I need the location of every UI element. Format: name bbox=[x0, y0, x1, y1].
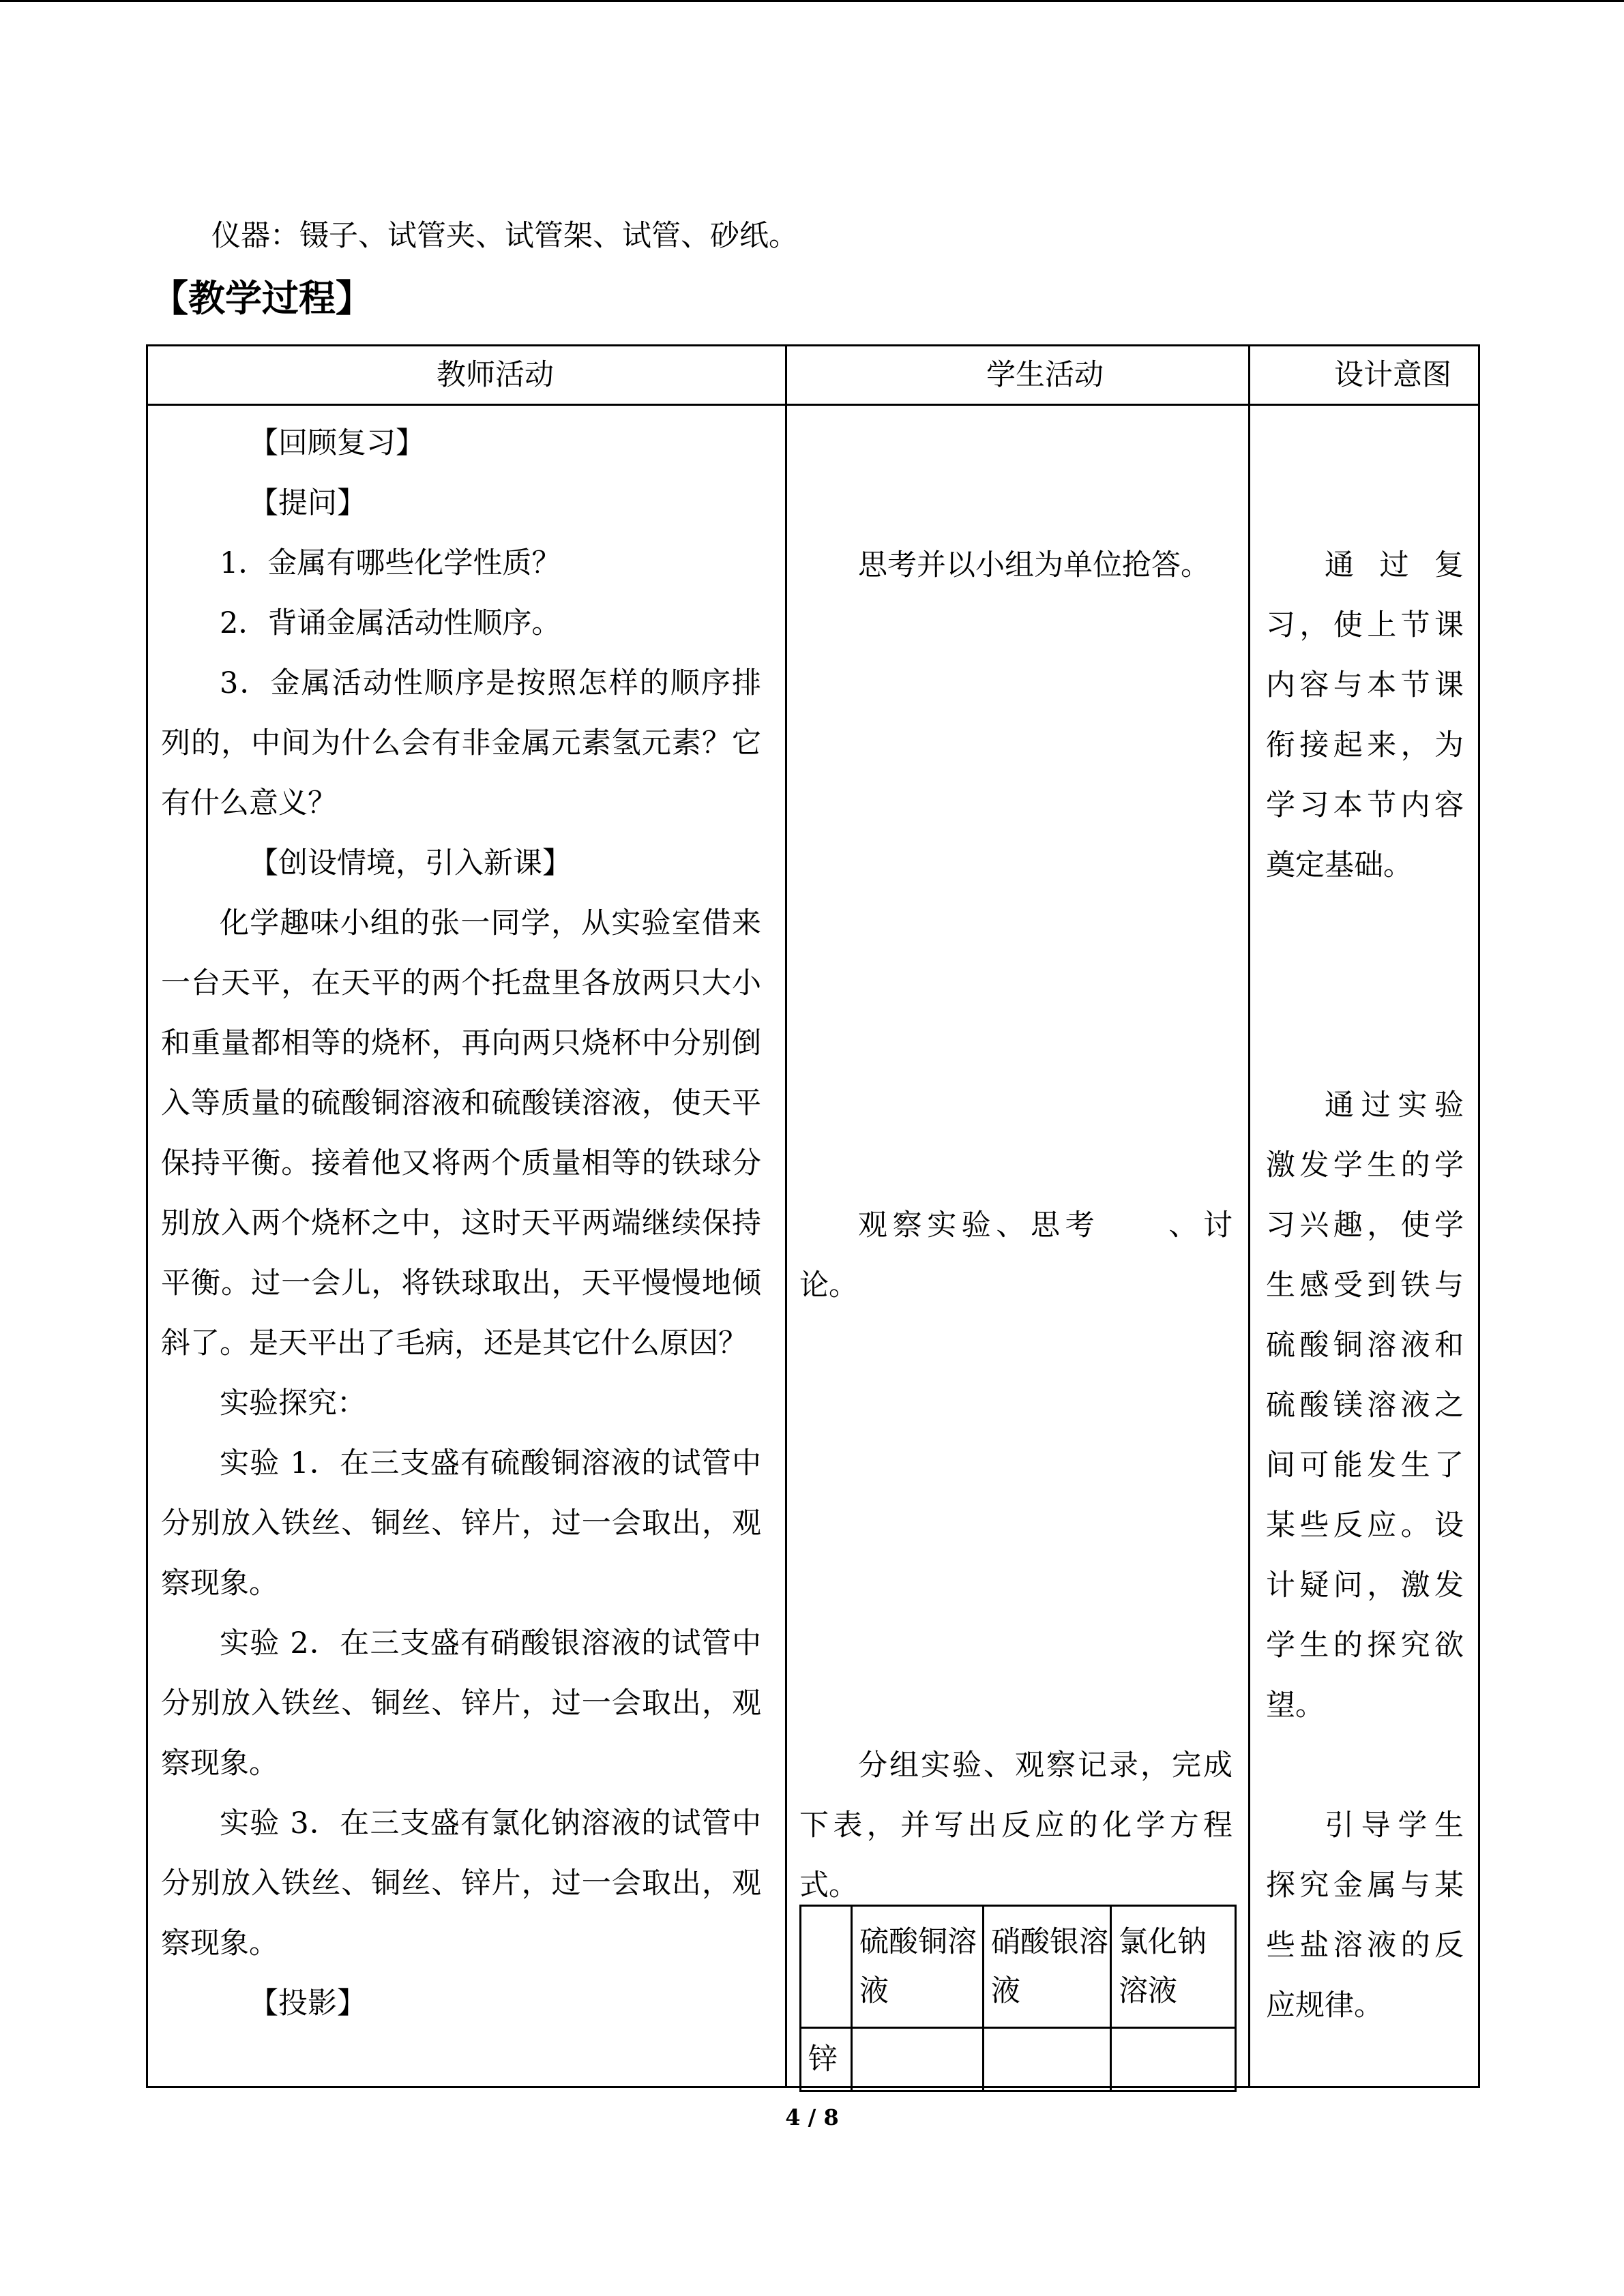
projection-heading: 【投影】 bbox=[249, 1986, 366, 2021]
observation-cell bbox=[984, 2028, 1111, 2091]
experiment-inquiry-label: 实验探究： bbox=[220, 1386, 366, 1420]
observation-row-label-zinc: 锌 bbox=[801, 2028, 852, 2091]
experiment-1: 实验 1．在三支盛有硫酸铜溶液的试管中分别放入铁丝、铜丝、锌片，过一会取出，观察现象。 bbox=[161, 1446, 761, 1600]
column-divider-1 bbox=[785, 344, 787, 2088]
section-title: 【教学过程】 bbox=[151, 277, 372, 320]
scenario-heading: 【创设情境，引入新课】 bbox=[249, 846, 572, 880]
observation-cell bbox=[1111, 2028, 1236, 2091]
student-activity-1: 思考并以小组为单位抢答。 bbox=[858, 548, 1210, 582]
observation-header-sodium-chloride: 氯化钠溶液 bbox=[1111, 1906, 1236, 2028]
review-heading: 【回顾复习】 bbox=[249, 426, 425, 460]
question-3: 3．金属活动性顺序是按照怎样的顺序排列的，中间为什么会有非金属元素氢元素？它有什么意义？ bbox=[161, 666, 761, 820]
header-teacher-activity: 教师活动 bbox=[437, 358, 554, 392]
experiment-2: 实验 2．在三支盛有硝酸银溶液的试管中分别放入铁丝、铜丝、锌片，过一会取出，观察现象。 bbox=[161, 1626, 761, 1780]
observation-table bbox=[799, 1905, 1237, 2092]
header-design-intent: 设计意图 bbox=[1334, 358, 1451, 392]
scenario-paragraph: 化学趣味小组的张一同学，从实验室借来一台天平，在天平的两个托盘里各放两只大小和重量都相等的烧杯，再向两只烧杯中分别倒入等质量的硫酸铜溶液和硫酸镁溶液，使天平保持平衡。接着他又将两个质量相等的铁球分别放入两个烧杯之中，这时天平两端继续保持平衡。过一会儿，将铁球取出，天平慢慢地倾斜了。是天平出了毛病，还是其它什么原因？ bbox=[161, 906, 761, 1360]
page-number: 4 / 8 bbox=[785, 2104, 839, 2130]
design-intent-1: 通过复习，使上节课内容与本节课衔接起来，为学习本节内容奠定基础。 bbox=[1266, 548, 1464, 882]
design-intent-3: 引导学生探究金属与某些盐溶液的反应规律。 bbox=[1266, 1808, 1464, 2023]
student-activity-3: 分组实验、观察记录，完成下表，并写出反应的化学方程式。 bbox=[799, 1748, 1232, 1903]
observation-header-silver-nitrate: 硝酸银溶液 bbox=[984, 1906, 1111, 2028]
header-student-activity: 学生活动 bbox=[986, 358, 1104, 392]
experiment-3: 实验 3．在三支盛有氯化钠溶液的试管中分别放入铁丝、铜丝、锌片，过一会取出，观察现象。 bbox=[161, 1806, 761, 1960]
observation-cell bbox=[852, 2028, 984, 2091]
column-divider-2 bbox=[1248, 344, 1250, 2088]
teacher-activity-column bbox=[161, 413, 761, 2033]
question-heading: 【提问】 bbox=[249, 486, 366, 520]
question-2: 2．背诵金属活动性顺序。 bbox=[220, 606, 561, 640]
instruments-line: 仪器：镊子、试管夹、试管架、试管、砂纸。 bbox=[211, 219, 798, 253]
header-divider bbox=[146, 404, 1480, 406]
student-activity-2: 观察实验、思考 、讨论。 bbox=[799, 1208, 1232, 1302]
design-intent-2: 通过实验激发学生的学习兴趣，使学生感受到铁与硫酸铜溶液和硫酸镁溶液之间可能发生了某些反应。设计疑问，激发学生的探究欲望。 bbox=[1266, 1088, 1464, 1723]
page-top-border bbox=[0, 0, 1624, 2]
question-1: 1．金属有哪些化学性质？ bbox=[220, 546, 561, 580]
observation-table-corner bbox=[801, 1906, 852, 2028]
observation-header-copper-sulfate: 硫酸铜溶液 bbox=[852, 1906, 984, 2028]
